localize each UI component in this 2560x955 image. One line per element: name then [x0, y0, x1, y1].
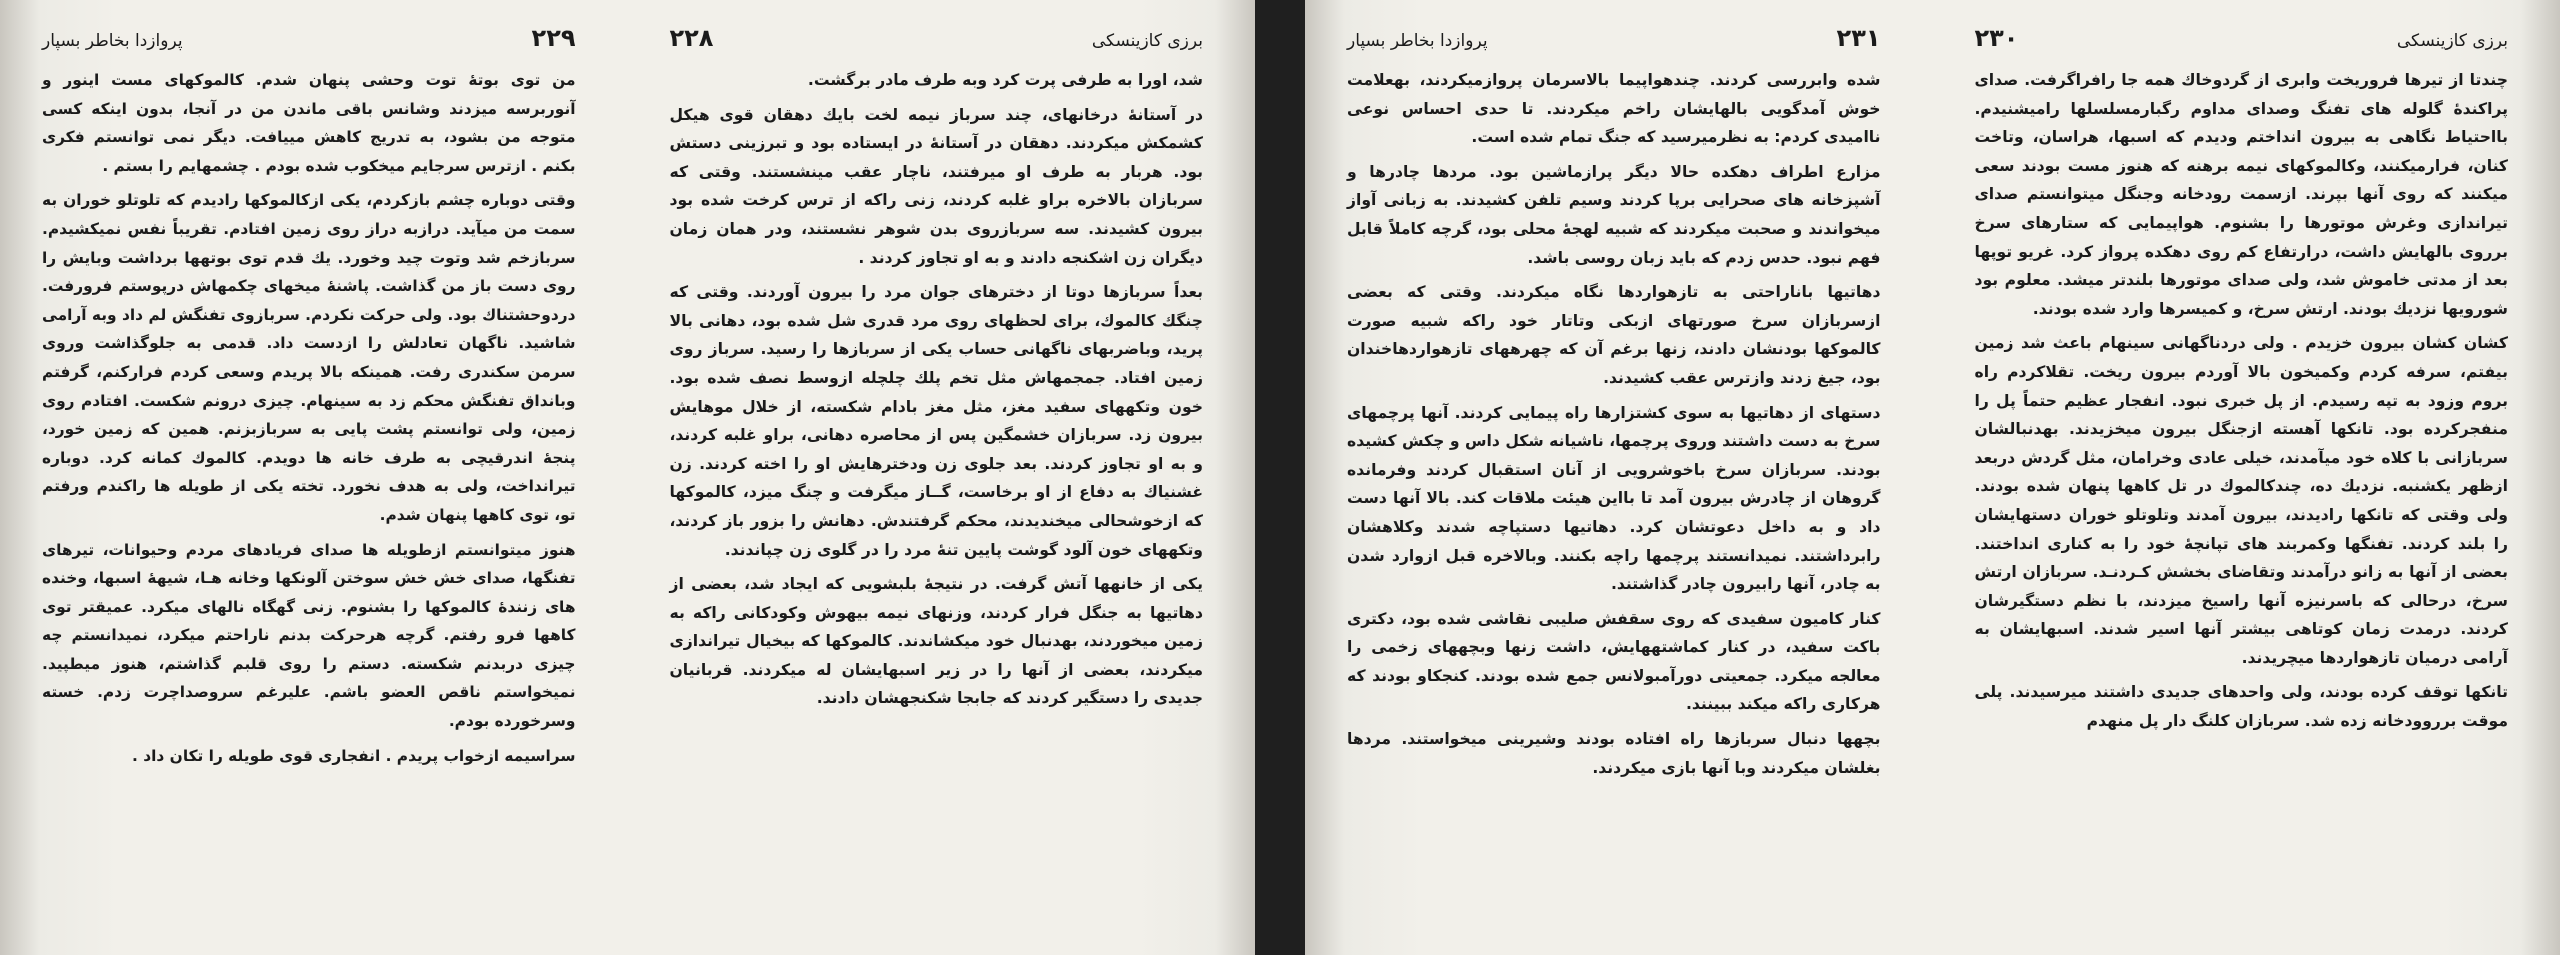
paragraph: یکی از خانهها آتش گرفت. در نتیجهٔ بلبشویی که ایجاد شد، بعضی از دهاتیها به جنگل فرار کردند، وزنهای نیمه بیهوش وکودکانی راکه به زمین میخوردند، بهدنبال خود میکشاندند. کالموکها که بیخیال تیراندازی میکردند، بعضی از آنها را در زیر اسبهایشان له میکردند. قربانیان جدیدی را دستگیر کردند که جابجا شکنجهشان دادند. — [669, 575, 1203, 708]
page-229 — [0, 0, 628, 955]
page-230 — [1933, 0, 2560, 955]
page-number: ۲۳۰ — [1974, 24, 2019, 52]
paragraph: من توی بوتهٔ توت وحشی پنهان شدم. کالموکهای مست اینور و آنوربرسه میزدند وشانس باقی ماندن من در آنجا، بدون اینکه کسی متوجه من بشود، به تدریج کاهش مییافت. دیگر نمی توانستم فکری بکنم . ازترس سرجایم میخکوب شده بودم . چشمهایم را بستم . — [42, 71, 576, 175]
paragraph: دهاتیها باناراحتی به تازهواردها نگاه میکردند. وقتی که بعضی ازسربازان سرخ صورتهای ازبکی وتاتار خود راکه شبیه صورت کالموکها بودنشان دادند، زنها برغم آن که چهرههای تازهواردهاخندان بود، جیغ زدند وازترس عقب کشیدند. — [1347, 283, 1881, 387]
paragraph: شده وابررسی کردند. چندهواپیما بالاسرمان پروازمیکردند، بهعلامت خوش آمدگویی بالهایشان راخم میکردند. تا حدی احساس نوعی ناامیدی کردم: به نظرمیرسید که جنگ تمام شده است. — [1347, 71, 1881, 147]
page-number: ۲۲۸ — [669, 24, 714, 52]
page-header — [42, 24, 576, 52]
paragraph: شد، اورا به طرفی پرت کرد وبه طرف مادر برگشت. — [807, 71, 1203, 89]
book-spread-left — [0, 0, 1255, 955]
page-header — [1975, 24, 2509, 52]
paragraph: چندتا از تیرها فروریخت وابری از گردوخاك همه جا رافراگرفت. صدای پراکندهٔ گلوله های تفنگ وصدای مداوم رگبارمسلسلها رامیشنیدم. بااحتیاط نگاهی به بیرون انداختم ودیدم که اسبها، هراسان، وتاخت کنان، فرارمیکنند، وکالموکهای نیمه برهنه که هنوز مست بودند سعی میکنند که روی آنها بپرند. ازسمت رودخانه وجنگل میتوانستم صدای تیراندازی وغرش موتورها را بشنوم. هواپیمایی که ستارهای سرخ برروی بالهایش داشت، درارتفاع کم روی دهکده پرواز کرد. غریو توپها بعد از مدتی خاموش شد، ولی صدای موتورها بلندتر میشد. معلوم بود شورویها نزدیك بودند. ارتش سرخ، و کمیسرها وارد شده بودند. — [1974, 71, 2508, 318]
paragraph: کنار کامیون سفیدی که روی سقفش صلیبی نقاشی شده بود، دکتری باکت سفید، در کنار کماشتههایش، داشت زنها وبچههای زخمی را معالجه میکرد. جمعیتی دورآمبولانس جمع شده بودند. کنجکاو بودند که هرکاری راکه میکند ببینند. — [1347, 609, 1881, 714]
page-231 — [1305, 0, 1933, 955]
book-spread-right — [1305, 0, 2560, 955]
running-title: برزی کازینسکی — [1091, 31, 1203, 51]
paragraph: هنوز میتوانستم ازطویله ها صدای فریادهای مردم وحیوانات، تیرهای تفنگها، صدای خش خش سوختن آلونکها وخانه هـا، شیههٔ اسبها، وخنده های زنندهٔ کالموکها را بشنوم. زنی گهگاه نالهای میکرد. عمیقتر توی کاهها فرو رفتم. گرچه هرحرکت بدنم ناراحتم میکرد، نمیدانستم چه چیزی دربدنم شکسته. دستم را روی قلبم گذاشتم، هنوز میطپید. نمیخواستم ناقص العضو باشم. علیرغم سروصداچرت زدم. خسته وسرخورده بودم. — [42, 540, 576, 731]
paragraph: تانکها توقف کرده بودند، ولی واحدهای جدیدی داشتند میرسیدند. پلی موقت برروودخانه زده شد. سربازان کلنگ دار پل منهدم — [1974, 683, 2508, 731]
paragraph: بچهها دنبال سربازها راه افتاده بودند وشیرینی میخواستند. مردها بغلشان میکردند وبا آنها بازی میکردند. — [1347, 730, 1881, 777]
paragraph: در آستانهٔ درخانهای، چند سرباز نیمه لخت بایك دهقان قوی هیکل کشمکش میکردند. دهقان در آستانهٔ در ایستاده بود و تبرزینی دستش بود. هربار به طرف او میرفتند، ناچار عقب مینشستند. وقتی که سربازان بالاخره براو غلبه کردند، زنی راکه از ترس کرخت شده بود بیرون کشیدند. سه سربازروی بدن شوهر نشستند، ودر همان زمان دیگران زن اشکنجه دادند و به او تجاوز کردند . — [669, 105, 1203, 267]
page-header — [670, 24, 1204, 52]
paragraph: بعداً سربازها دوتا از دخترهای جوان مرد را بیرون آوردند. وقتی که چنگك کالموك، برای لحظهای روی مرد قدری شل شده بود، دهانی بالا پرید، وباضربهای ناگهانی حساب یکی از سربازها را رسید. سرباز روی زمین افتاد. جمجمهاش مثل تخم پلك چلچله ازوسط نصف شده بود. خون وتکههای سفید مغز، مثل مغز بادام شکسته، از خلال موهایش بیرون زد. سربازان خشمگین پس از محاصره دهانی، براو غلبه کردند، و به او تجاوز کردند. بعد جلوی زن ودخترهایش او را اخته کردند. زن غشنیاك به دفاع از او برخاست، گــاز میگرفت و چنگ میزد، کالموکها که ازخوشحالی میخندیدند، محکم گرفتندش. دهانش را بزور باز کردند، وتکههای خون آلود گوشت پایین تنهٔ مرد را در گلوی زن چپاندند. — [669, 283, 1203, 559]
paragraph: دستهای از دهاتیها به سوی کشتزارها راه پیمایی کردند. آنها پرچمهای سرخ به دست داشتند وروی پرچمها، ناشیانه شکل داس و چکش کشیده بودند. سربازان سرخ باخوشرویی از آنان استقبال کردند وفرمانده گروهان از چادرش بیرون آمد تا بااین هیئت ملاقات کند. بالا آنها دست داد و به داخل دعوتشان کرد. دهاتیها دستپاچه شدند وکلاهشان رابرداشتند. نمیدانستند پرچمها راچه بکنند. وبالاخره قبل ازوارد شدن به چادر، آنها رابیرون چادر گذاشتند. — [1347, 403, 1881, 594]
page-header — [1347, 24, 1881, 52]
page-number: ۲۲۹ — [531, 24, 576, 52]
page-228 — [628, 0, 1256, 955]
page-number: ۲۳۱ — [1836, 24, 1881, 52]
paragraph: کشان کشان بیرون خزیدم . ولی دردناگهانی سینهام باعث شد زمین بیفتم، سرفه کردم وکمیخون بالا آوردم بیرون ریخت. تقلاکردم راه بروم وزود به تپه رسیدم. از پل خبری نبود. انفجار عظیم حتماً پل را منفجرکرده بود. تانکها آهسته ازجنگل بیرون میخزیدند. بهدنبالشان سربازانی با کلاه خود میآمدند، خیلی عادی وخرامان، مثل گردش دربعد ازظهر یکشنبه. نزدیك ده، چندکالموك در تل کاهها پنهان شده بودند. ولی وقتی که تانکها رادیدند، بیرون آمدند وتلوتلو خوران دستهایشان را بلند کردند. تفنگها وکمربند های تپانچهٔ خود را به کناری انداختند. بعضی از آنها به زانو درآمدند وتقاضای بخشش کـردنـد. سربازان ارتش سرخ، درحالی که باسرنیزه آنها راسیخ میزدند، با نظم دستگیرشان کردند. درمدت زمان کوتاهی بیشتر آنها اسیر شدند. اسبهایشان به آرامی درمیان تازهواردها میچریدند. — [1974, 334, 2508, 667]
scan-gap — [1255, 0, 1305, 955]
running-title: پروازدا بخاطر بسپار — [42, 31, 183, 51]
paragraph: مزارع اطراف دهکده حالا دیگر پرازماشین بود. مردها چادرها و آشپزخانه های صحرایی برپا کردند وسیم تلفن کشیدند. به زبانی آواز میخواندند و صحبت میکردند که شبیه لهجهٔ محلی بود، گرچه کاملاً قابل فهم نبود. حدس زدم که باید زبان روسی باشد. — [1347, 162, 1881, 267]
running-title: پروازدا بخاطر بسپار — [1347, 31, 1488, 51]
paragraph: وقتی دوباره چشم بازکردم، یکی ازکالموکها رادیدم که تلوتلو خوران به سمت من میآید. درازبه دراز روی زمین افتادم. تقریباً نفس نمیکشیدم. سربازخم شد وتوت چید وخورد. یك قدم توی بوتهها برداشت وبایش را روی دست باز من گذاشت. پاشنهٔ میخهای چکمهاش درپوستم فرورفت. دردوحشتناك بود. ولی حرکت نکردم. سربازوی تفنگش لم داد وبه آرامی شاشید. ناگهان تعادلش را ازدست داد. قدمی به جلوگذاشت وروی سرمن سکندری رفت. همینکه بالا پریدم وسعی کردم فرارکنم، گرفتم وبانداق تفنگش محکم زد به سینهام. چیزی درونم شکست. افتادم روی زمین، ولی توانستم پشت پایی به سربازبزنم. همین که زمین خورد، پنجهٔ اندرقیچی به طرف خانه ها دویدم. کالموك کمانه کرد. دوباره تیرانداخت، ولی به هدف نخورد. تخته یکی از طویله ها راکندم ورفتم تو، توی کاهها پنهان شدم. — [42, 191, 576, 524]
running-title: برزی کازینسکی — [2396, 31, 2508, 51]
paragraph: سراسیمه ازخواب پریدم . انفجاری قوی طویله را تکان داد . — [132, 746, 576, 765]
